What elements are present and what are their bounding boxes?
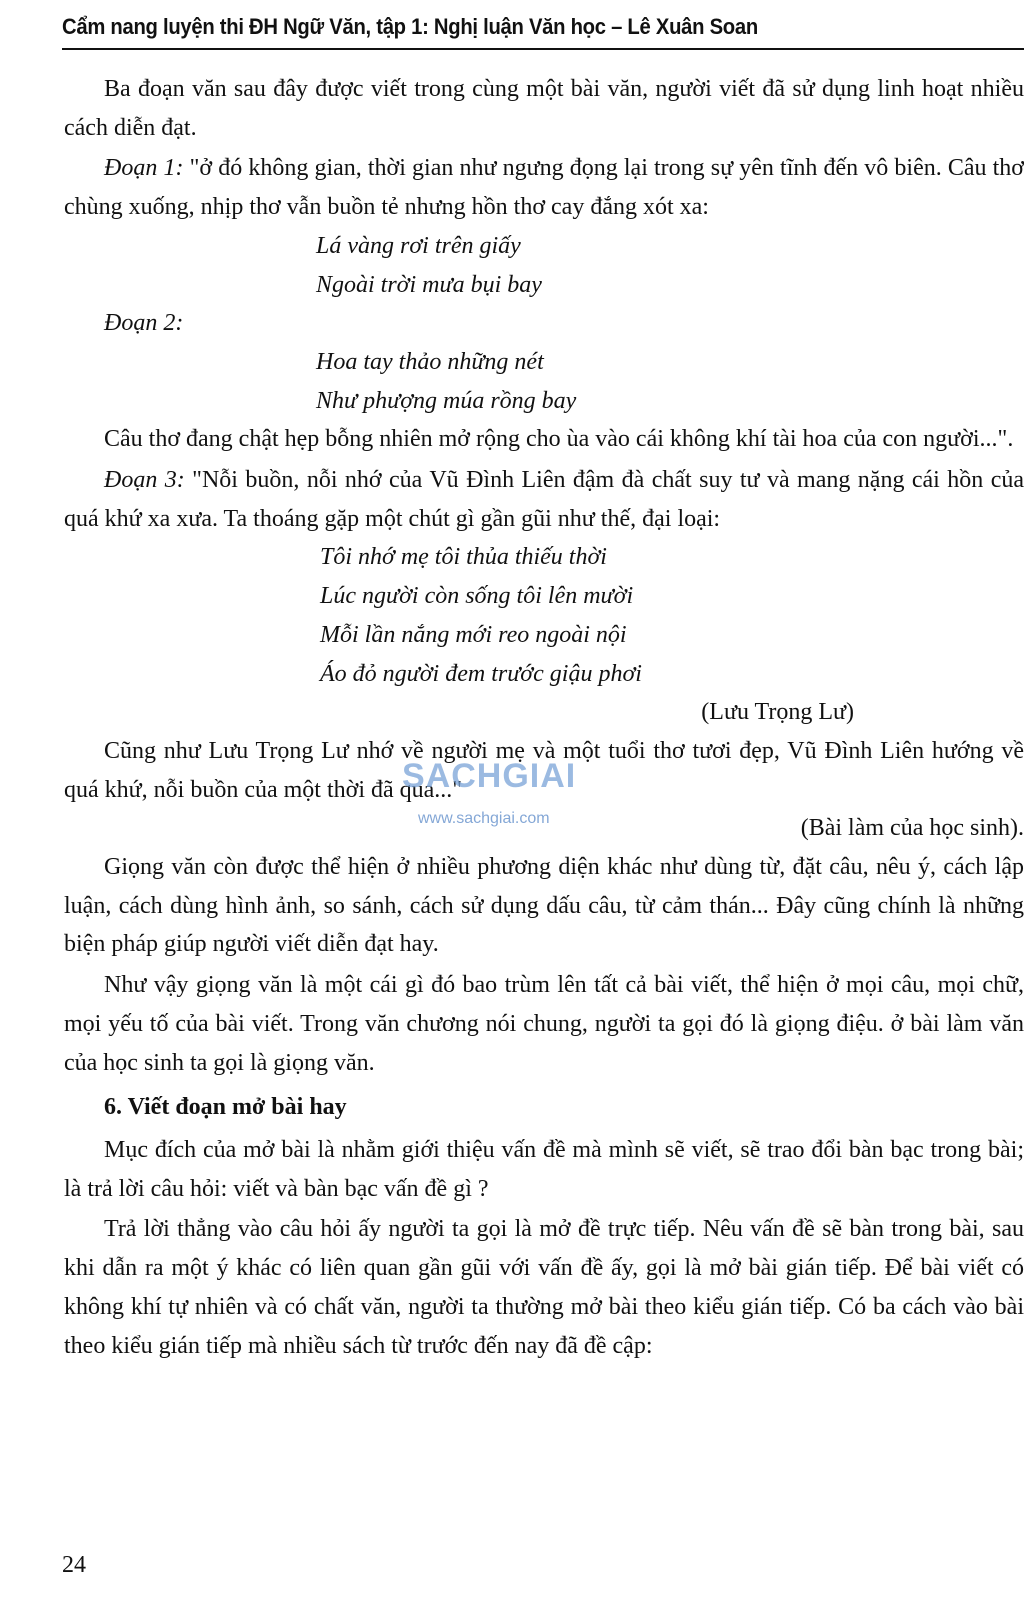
giong-van-paragraph-1: Giọng văn còn được thể hiện ở nhiều phương diện khác như dùng từ, đặt câu, nêu ý, cách lập luận, cách dùng hình ảnh, so sánh, cách sử dụng dấu câu, từ cảm thán... Đây cũng chính là những biện pháp giúp người viết diễn đạt hay. (64, 854, 1024, 958)
verse-citation: (Lưu Trọng Lư) (701, 699, 854, 726)
doan1-paragraph (64, 149, 1024, 226)
doan3-verse-line-4: Áo đỏ người đem trước giậu phơi (320, 660, 642, 687)
doan3-paragraph (64, 461, 1024, 538)
page-body (64, 70, 1024, 1365)
section-paragraph-1: Mục đích của mở bài là nhằm giới thiệu vấn đề mà mình sẽ viết, sẽ trao đổi bàn bạc trong bài; là trả lời câu hỏi: viết và bàn bạc vấn đề gì ? (64, 1136, 1024, 1202)
section-paragraph-2: Trả lời thẳng vào câu hỏi ấy người ta gọi là mở đề trực tiếp. Nêu vấn đề sẽ bàn trong bài, sau khi dẫn ra một ý khác có liên quan gần gũi với vấn đề ấy, gọi là mở bài gián tiếp. Để bài viết có không khí tự nhiên và có chất văn, người ta thường mở bài theo kiểu gián tiếp. Có ba cách vào bài theo kiểu gián tiếp mà nhiều sách từ trước đến nay đã đề cập: (64, 1216, 1024, 1359)
giong-van-paragraph-2: Như vậy giọng văn là một cái gì đó bao trùm lên tất cả bài viết, thể hiện ở mọi câu, mọi chữ, mọi yếu tố của bài viết. Trong văn chương nói chung, người ta gọi đó là giọng điệu. ở bài làm văn của học sinh ta gọi là giọng văn. (64, 972, 1024, 1076)
doan3-text-2: Cũng như Lưu Trọng Lư nhớ về người mẹ và một tuổi thơ tươi đẹp, Vũ Đình Liên hướng về quá khứ, nỗi buồn của một thời đã qua..." (64, 737, 1024, 803)
source-citation: (Bài làm của học sinh). (800, 815, 1024, 842)
doan2-label: Đoạn 2: (104, 310, 184, 337)
doan3-verse-line-3: Mỗi lần nắng mới reo ngoài nội (320, 621, 627, 648)
doan3-label: Đoạn 3: (104, 467, 185, 494)
doan2-verse-line-1: Hoa tay thảo những nét (316, 348, 544, 375)
intro-paragraph: Ba đoạn văn sau đây được viết trong cùng một bài văn, người viết đã sử dụng linh hoạt nhiều cách diễn đạt. (64, 76, 1024, 141)
doan2-text: Câu thơ đang chật hẹp bỗng nhiên mở rộng cho ùa vào cái không khí tài hoa của con người...". (104, 426, 1014, 453)
doan1-label: Đoạn 1: (104, 155, 184, 182)
doan3-verse-line-2: Lúc người còn sống tôi lên mười (320, 583, 634, 610)
doan1-verse-line-2: Ngoài trời mưa bụi bay (316, 271, 542, 298)
header-rule (62, 48, 1024, 50)
doan2-verse-line-2: Như phượng múa rồng bay (316, 387, 577, 414)
doan1-verse-line-1: Lá vàng rơi trên giấy (316, 232, 521, 259)
section-heading: 6. Viết đoạn mở bài hay (104, 1094, 347, 1121)
page-number: 24 (62, 1552, 86, 1578)
watermark-url: www.sachgiai.com (418, 810, 550, 827)
running-header: Cẩm nang luyện thi ĐH Ngữ Văn, tập 1: Nghị luận Văn học – Lê Xuân Soan (62, 14, 758, 39)
watermark-logo: SACHGIAI (402, 757, 577, 795)
doan3-text: "Nỗi buồn, nỗi nhớ của Vũ Đình Liên đậm đà chất suy tư và mang nặng cái hồn của quá khứ xa xưa. Ta thoáng gặp một chút gì gần gũi như thế, đại loại: (64, 467, 1024, 532)
doan1-text: "ở đó không gian, thời gian như ngưng đọng lại trong sự yên tĩnh đến vô biên. Câu thơ chùng xuống, nhịp thơ vẫn buồn tẻ nhưng hồn thơ cay đắng xót xa: (64, 155, 1024, 221)
doan3-verse-line-1: Tôi nhớ mẹ tôi thủa thiếu thời (320, 544, 607, 571)
